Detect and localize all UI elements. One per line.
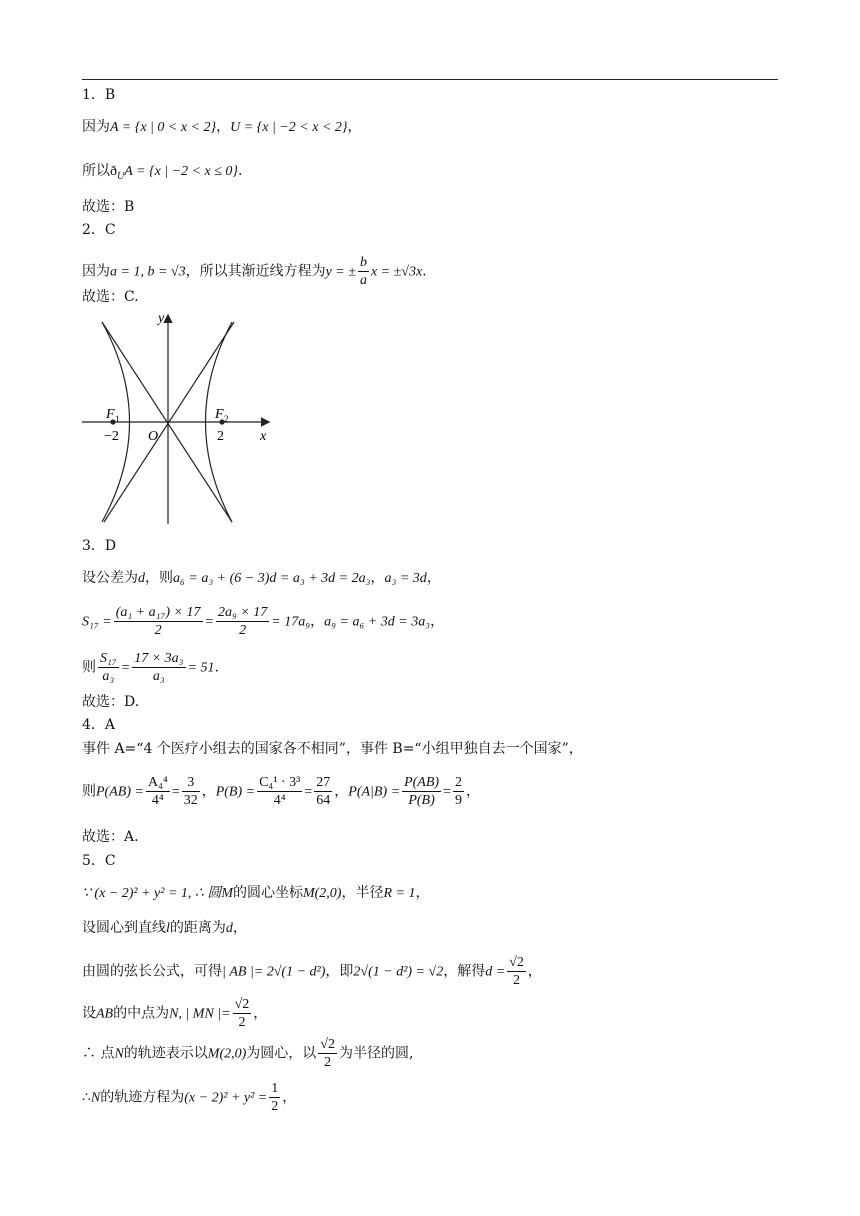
focus-f2-label: F bbox=[215, 407, 224, 422]
q3-a6-expr: a₆ = a₃ + (6 − 3)d = a₃ + 3d = 2a₃ bbox=[173, 571, 371, 586]
q1-set-a: A = {x | 0 < x < 2} bbox=[110, 120, 217, 135]
q3-line1-end: ， bbox=[426, 570, 441, 586]
x-axis-label: x bbox=[260, 429, 267, 444]
q5-frac1-den: 2 bbox=[513, 973, 520, 988]
q4-frac1-num: A₄⁴ bbox=[147, 775, 168, 790]
q5-frac2-num: √2 bbox=[234, 997, 250, 1012]
q5-radius-label: ，半径 bbox=[341, 885, 384, 901]
focus-f2-subscript: 2 bbox=[224, 414, 229, 424]
q5-line6-pre: ∴ bbox=[82, 1089, 91, 1106]
q3-result: = 51 bbox=[187, 660, 215, 676]
q5-line1 bbox=[82, 884, 429, 903]
q4-frac1 bbox=[146, 774, 170, 809]
q3-frac1-den: 2 bbox=[154, 623, 162, 638]
tick-label-neg2: −2 bbox=[104, 429, 119, 444]
q5-line1-end: ， bbox=[415, 885, 430, 901]
q3-line2 bbox=[82, 604, 444, 639]
q2-frac-den: a bbox=[359, 273, 367, 288]
q5-frac2-den: 2 bbox=[238, 1015, 246, 1030]
q5-line2-end: ， bbox=[232, 920, 247, 936]
q1-set-u: U = {x | −2 < x < 2} bbox=[230, 120, 348, 135]
q5-circle-eq: ∵ (x − 2)² + y² = 1, ∴ 圆 bbox=[82, 886, 222, 901]
q4-frac1-den: 4⁴ bbox=[151, 793, 164, 808]
q4-line2-pre: 则 bbox=[82, 783, 96, 800]
q2-frac-num: b bbox=[359, 255, 367, 270]
q4-eq1: = bbox=[171, 784, 180, 800]
q4-pab-lhs: P(AB) = bbox=[96, 784, 144, 800]
q5-mn-expr: N, | MN |= bbox=[169, 1006, 231, 1022]
q5-m-point: M(2,0) bbox=[207, 1046, 247, 1062]
origin-label: O bbox=[148, 429, 159, 444]
q3-frac2 bbox=[216, 604, 269, 639]
q5-line6-end: ， bbox=[282, 1089, 297, 1106]
q4-pab-cond-lhs: P(A|B) = bbox=[348, 784, 401, 800]
q4-frac6 bbox=[453, 774, 464, 809]
q3-eq: = bbox=[204, 614, 214, 630]
q4-line2-end: ， bbox=[465, 783, 480, 800]
q4-eq2: = bbox=[304, 784, 313, 800]
q4-heading: 4．A bbox=[82, 717, 116, 733]
q2-line1-mid: ，所以其渐近线方程为 bbox=[185, 263, 326, 280]
q3-heading: 3．D bbox=[82, 538, 117, 554]
q5-frac3-den: 2 bbox=[324, 1055, 332, 1070]
q4-frac6-den: 9 bbox=[454, 793, 462, 808]
q5-locus-eq: (x − 2)² + y² = bbox=[184, 1090, 268, 1106]
q3-eq2: = bbox=[120, 660, 131, 676]
q4-sep1: ， bbox=[201, 783, 216, 800]
q5-ab-symbol: AB bbox=[96, 1006, 114, 1022]
q5-center: M(2,0) bbox=[302, 886, 342, 901]
q3-frac1-num: (a₁ + a₁₇) × 17 bbox=[115, 605, 201, 620]
q2-fraction bbox=[358, 254, 369, 289]
q5-line4-mid: 的中点为 bbox=[113, 1005, 170, 1022]
q5-chord-formula: | AB |= 2√(1 − d²) bbox=[222, 964, 326, 980]
q1-line1-end: ， bbox=[347, 119, 362, 135]
q5-line3-mid2: ，解得 bbox=[443, 963, 486, 980]
q5-line2-pre: 设圆心到直线 bbox=[82, 920, 166, 936]
q3-d-symbol: d bbox=[138, 571, 145, 586]
q4-frac6-num: 2 bbox=[454, 775, 462, 790]
q3-frac3-num: S₁₇ bbox=[100, 651, 117, 666]
q3-frac3-den: a₃ bbox=[102, 669, 115, 684]
q4-frac2-den: 32 bbox=[183, 793, 198, 808]
q5-line4-end: ， bbox=[253, 1005, 268, 1022]
q3-line2-end: ， bbox=[430, 613, 445, 630]
q5-d-symbol: d bbox=[225, 921, 233, 936]
q4-answer: 故选：A. bbox=[82, 829, 139, 845]
q2-answer: 故选：C. bbox=[82, 289, 139, 305]
q3-line2-sep: ， bbox=[310, 613, 325, 630]
q5-heading: 5．C bbox=[82, 853, 116, 869]
q1-line2-pre: 所以 bbox=[82, 163, 110, 179]
focus-f1-label: F bbox=[106, 407, 115, 422]
q4-frac4-den: 64 bbox=[316, 793, 331, 808]
q5-d-lhs: d = bbox=[485, 964, 506, 980]
q4-frac3 bbox=[257, 774, 302, 809]
q4-frac4-num: 27 bbox=[316, 775, 331, 790]
q5-line3-pre: 由圆的弦长公式，可得 bbox=[82, 963, 222, 980]
q5-l-symbol: l bbox=[166, 921, 170, 936]
q2-line1-pre: 因为 bbox=[82, 263, 110, 280]
q2-line1-end: . bbox=[422, 263, 427, 280]
q3-line1-pre: 设公差为 bbox=[82, 570, 138, 586]
q5-line6 bbox=[82, 1080, 296, 1115]
q3-s17-lhs: S₁₇ = bbox=[82, 614, 112, 630]
q1-answer: 故选：B bbox=[82, 199, 135, 215]
tick-label-2: 2 bbox=[217, 429, 224, 444]
q5-frac3 bbox=[318, 1036, 337, 1071]
q4-line2 bbox=[82, 774, 480, 809]
q4-line1: 事件 A=“4 个医疗小组去的国家各不相同”，事件 B=“小组甲独自去一个国家”， bbox=[82, 741, 583, 757]
q5-m-symbol: M bbox=[221, 886, 233, 901]
q2-asymptote-lhs: y = ± bbox=[325, 264, 356, 280]
q5-frac1-num: √2 bbox=[509, 955, 524, 970]
q5-line4 bbox=[82, 996, 267, 1031]
q4-frac5 bbox=[402, 774, 441, 809]
q5-line2-mid: 的距离为 bbox=[169, 920, 226, 936]
q3-s17-rhs: = 17a₉ bbox=[271, 614, 311, 630]
q3-line1-mid: ，则 bbox=[145, 570, 173, 586]
q5-line5-mid: 的轨迹表示以 bbox=[123, 1045, 208, 1062]
q5-line4-pre: 设 bbox=[82, 1005, 96, 1022]
y-axis-label: y bbox=[158, 312, 165, 326]
q4-pb-lhs: P(B) = bbox=[215, 784, 256, 800]
q5-n-symbol-2: N bbox=[90, 1090, 101, 1106]
q4-sep2: ， bbox=[334, 783, 349, 800]
q5-chord-eq: 2√(1 − d²) = √2 bbox=[353, 964, 444, 980]
q4-frac2-num: 3 bbox=[182, 774, 200, 792]
q3-frac4 bbox=[132, 650, 185, 685]
q4-frac2 bbox=[182, 774, 200, 809]
q1-complement-sub: U bbox=[117, 170, 125, 182]
q5-line5 bbox=[82, 1036, 413, 1071]
q1-line2 bbox=[82, 162, 243, 186]
q3-answer: 故选：D. bbox=[82, 694, 140, 710]
q3-line3-end: . bbox=[214, 659, 219, 676]
q4-frac4 bbox=[314, 774, 332, 809]
q1-heading: 1．B bbox=[82, 87, 116, 103]
q5-frac1 bbox=[507, 954, 526, 989]
q2-asymptote-rhs: x = ±√3x bbox=[370, 264, 423, 280]
q5-line1-mid: 的圆心坐标 bbox=[232, 885, 303, 901]
q3-line1-sep: ， bbox=[370, 570, 385, 586]
header-rule bbox=[82, 79, 778, 80]
q5-n-symbol: N bbox=[114, 1046, 124, 1062]
q1-line1-mid: ， bbox=[216, 119, 231, 135]
q2-ab-values: a = 1, b = √3 bbox=[110, 264, 186, 280]
focus-f1-subscript: 1 bbox=[115, 414, 120, 424]
q5-frac3-num: √2 bbox=[320, 1037, 335, 1052]
q3-frac4-den: a₃ bbox=[152, 669, 165, 684]
q3-line3 bbox=[82, 650, 219, 685]
q5-line3 bbox=[82, 954, 542, 989]
q5-frac4 bbox=[269, 1080, 280, 1115]
q3-a3-expr: a₃ = 3d bbox=[384, 571, 427, 586]
q3-frac3 bbox=[98, 650, 119, 685]
q2-line1 bbox=[82, 254, 427, 289]
q3-line3-pre: 则 bbox=[82, 659, 96, 676]
q5-line2 bbox=[82, 919, 247, 938]
q4-frac5-num: P(AB) bbox=[404, 775, 440, 790]
q3-frac4-num: 17 × 3a₃ bbox=[134, 651, 184, 666]
q2-heading: 2．C bbox=[82, 222, 116, 238]
q4-eq3: = bbox=[443, 784, 451, 800]
q3-frac1 bbox=[114, 604, 203, 639]
q5-line3-end: ， bbox=[527, 963, 542, 980]
q5-line6-mid: 的轨迹方程为 bbox=[100, 1089, 185, 1106]
q5-radius-value: R = 1 bbox=[383, 886, 416, 901]
q1-complement-symbol: ð bbox=[110, 164, 117, 179]
hyperbola-figure bbox=[82, 312, 282, 526]
q5-frac4-num: 1 bbox=[271, 1081, 279, 1096]
q5-line5-end: 为半径的圆, bbox=[338, 1045, 414, 1062]
q3-line1 bbox=[82, 569, 441, 588]
q5-frac4-den: 2 bbox=[271, 1099, 279, 1114]
q3-frac2-den: 2 bbox=[239, 623, 247, 638]
q1-line1 bbox=[82, 118, 362, 137]
q5-line5-mid2: 为圆心，以 bbox=[246, 1045, 317, 1062]
q3-a9-expr: a₉ = a₆ + 3d = 3a₃ bbox=[324, 614, 431, 630]
q1-complement-set: A = {x | −2 < x ≤ 0} bbox=[124, 164, 239, 179]
q5-line5-pre: ∴ 点 bbox=[82, 1045, 115, 1062]
q5-frac2 bbox=[233, 996, 252, 1031]
q4-frac5-den: P(B) bbox=[408, 793, 435, 808]
q1-line1-pre: 因为 bbox=[82, 119, 110, 135]
q3-frac2-num: 2a₉ × 17 bbox=[217, 605, 268, 620]
q1-line2-end: . bbox=[238, 163, 243, 179]
q4-frac3-num: C₄¹ · 3³ bbox=[259, 775, 301, 790]
q4-frac3-den: 4⁴ bbox=[273, 793, 286, 808]
q5-line3-mid: ，即 bbox=[325, 963, 354, 980]
